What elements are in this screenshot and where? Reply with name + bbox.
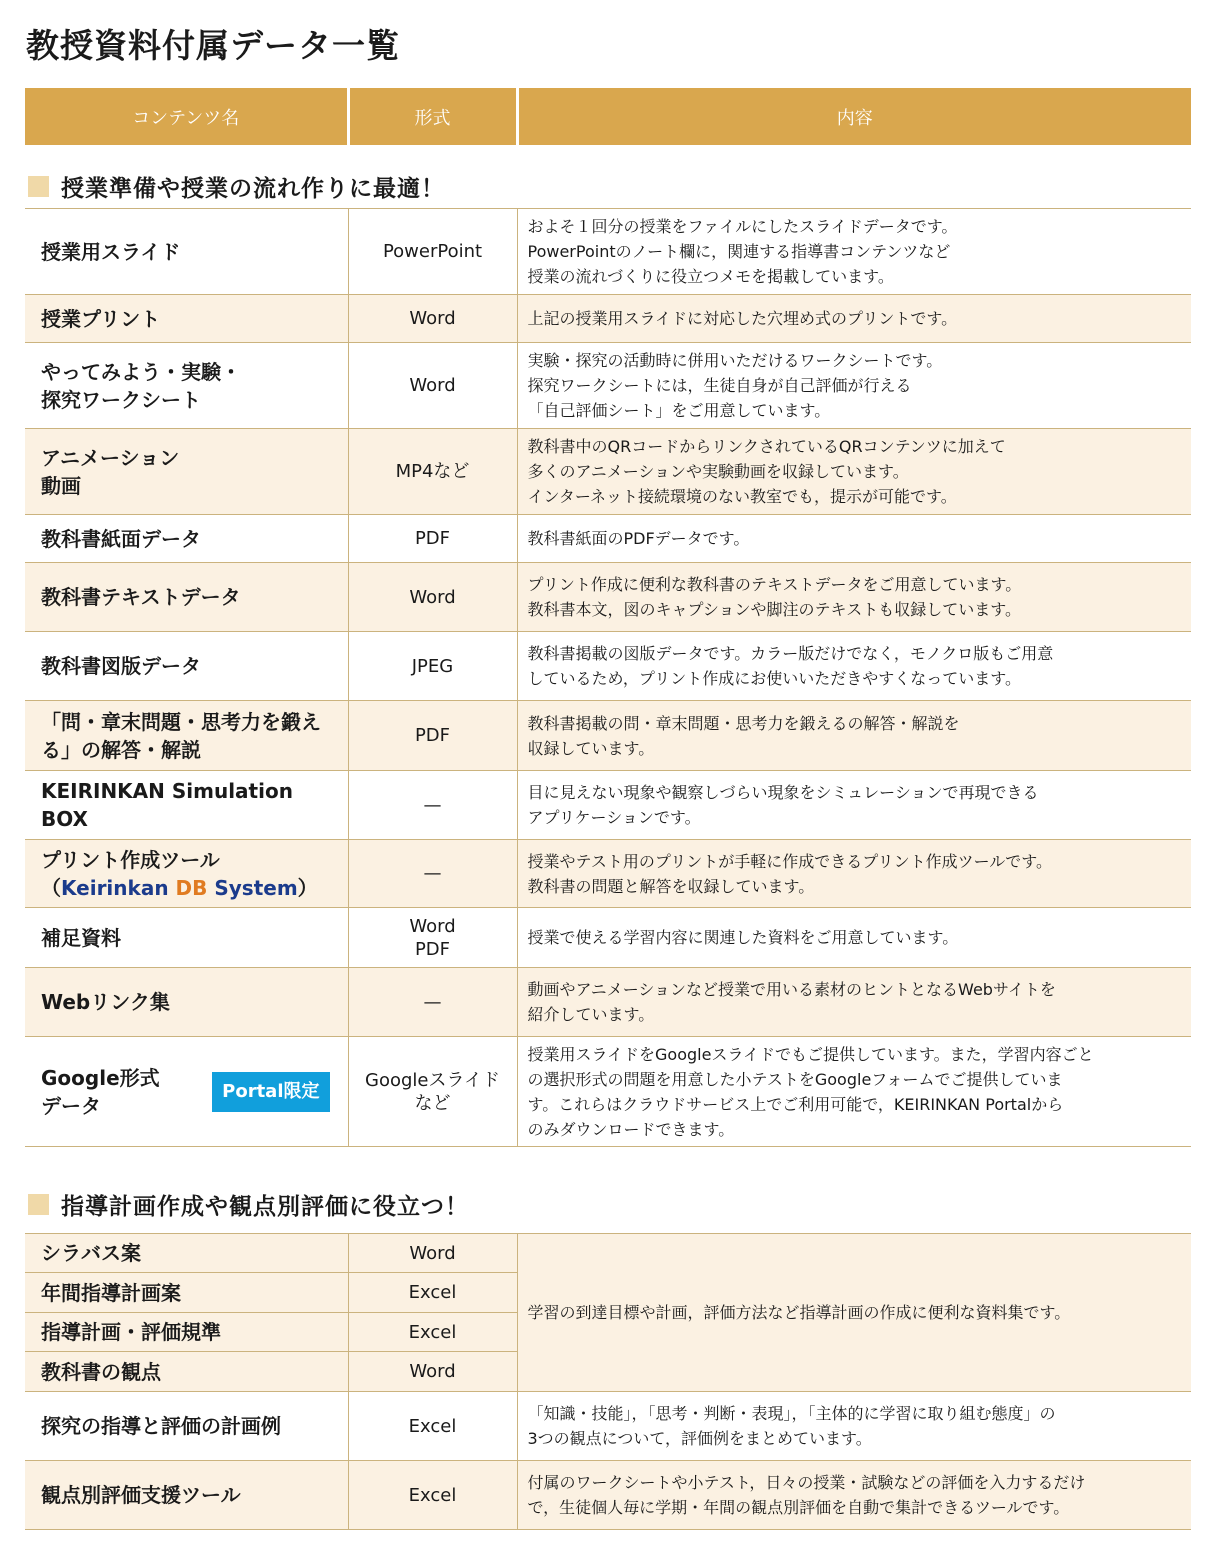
portal-only-badge: Portal限定	[212, 1072, 329, 1112]
row-desc: 授業用スライドをGoogleスライドでもご提供しています。また，学習内容ごと の選択形式の問題を用意した小テストをGoogleフォームでご提供していま す。これらはクラウドサービス上でご利用可能で，KEIRINKAN Portalから のみダウンロードできます。	[517, 1037, 1191, 1147]
row-format: PowerPoint	[348, 209, 517, 295]
row-format: —	[348, 771, 517, 840]
section2-heading	[28, 1188, 469, 1221]
row-name: 探究の指導と評価の計画例	[25, 1392, 348, 1461]
table-row	[25, 968, 1191, 1037]
row-format: Excel	[348, 1313, 517, 1352]
row-name: 指導計画・評価規準	[25, 1313, 348, 1352]
keirinkan-logo-text: Keirinkan	[61, 875, 169, 900]
row-name: 補足資料	[25, 908, 348, 968]
table-row	[25, 209, 1191, 295]
row-format: Excel	[348, 1273, 517, 1313]
row-format: —	[348, 968, 517, 1037]
row-desc: 目に見えない現象や観察しづらい現象をシミュレーションで再現できる アプリケーションです。	[517, 771, 1191, 840]
row-desc: 教科書掲載の図版データです。カラー版だけでなく，モノクロ版もご用意 しているため，プリント作成にお使いいただきやすくなっています。	[517, 632, 1191, 701]
page-title: 教授資料付属データ一覧	[26, 26, 400, 65]
section-square-icon	[28, 176, 49, 197]
system-logo-text: System	[214, 875, 298, 900]
row-desc: 教科書紙面のPDFデータです。	[517, 515, 1191, 563]
table-row	[25, 771, 1191, 840]
row-desc: 上記の授業用スライドに対応した穴埋め式のプリントです。	[517, 295, 1191, 343]
row-name: 教科書紙面データ	[25, 515, 348, 563]
header-row	[25, 88, 1191, 145]
row-format: MP4など	[348, 429, 517, 515]
row-name: 授業用スライド	[25, 209, 348, 295]
section1-heading	[28, 170, 445, 203]
row-desc: 授業で使える学習内容に関連した資料をご用意しています。	[517, 908, 1191, 968]
row-format: PDF	[348, 701, 517, 771]
row-name: 教科書テキストデータ	[25, 563, 348, 632]
section2-table	[25, 1233, 1191, 1530]
row-name: プリント作成ツール （Keirinkan DB System）	[25, 840, 348, 908]
row-format: —	[348, 840, 517, 908]
table-row	[25, 1037, 1191, 1147]
row-name: Google形式 データ Portal限定	[25, 1037, 348, 1147]
section-square-icon	[28, 1194, 49, 1215]
row-desc: およそ１回分の授業をファイルにしたスライドデータです。 PowerPointのノート欄に，関連する指導書コンテンツなど 授業の流れづくりに役立つメモを掲載しています。	[517, 209, 1191, 295]
row-format: Excel	[348, 1392, 517, 1461]
row-name: 年間指導計画案	[25, 1273, 348, 1313]
row-format: Word	[348, 1352, 517, 1392]
row-format: Excel	[348, 1461, 517, 1530]
row-format: Word	[348, 295, 517, 343]
row-format: Word	[348, 1234, 517, 1273]
shared-desc: 学習の到達目標や計画，評価方法など指導計画の作成に便利な資料集です。	[517, 1234, 1191, 1392]
table-row	[25, 429, 1191, 515]
db-logo-text: DB	[175, 875, 208, 900]
table-row	[25, 515, 1191, 563]
row-desc: プリント作成に便利な教科書のテキストデータをご用意しています。 教科書本文，図のキャプションや脚注のテキストも収録しています。	[517, 563, 1191, 632]
row-name: 授業プリント	[25, 295, 348, 343]
table-row	[25, 1392, 1191, 1461]
row-format: PDF	[348, 515, 517, 563]
row-desc: 教科書中のQRコードからリンクされているQRコンテンツに加えて 多くのアニメーションや実験動画を収録しています。 インターネット接続環境のない教室でも，提示が可能です。	[517, 429, 1191, 515]
row-format: Word	[348, 563, 517, 632]
section1-title: 授業準備や授業の流れ作りに最適！	[61, 176, 445, 202]
row-name: アニメーション 動画	[25, 429, 348, 515]
row-name: やってみよう・実験・ 探究ワークシート	[25, 343, 348, 429]
table-row	[25, 1461, 1191, 1530]
row-format: JPEG	[348, 632, 517, 701]
table-row	[25, 908, 1191, 968]
row-desc: 動画やアニメーションなど授業で用いる素材のヒントとなるWebサイトを 紹介しています。	[517, 968, 1191, 1037]
row-name: 「問・章末問題・思考力を鍛え る」の解答・解説	[25, 701, 348, 771]
table-row	[25, 632, 1191, 701]
row-format: Googleスライド など	[348, 1037, 517, 1147]
row-name: シラバス案	[25, 1234, 348, 1273]
row-name: KEIRINKAN Simulation BOX	[25, 771, 348, 840]
row-format: Word	[348, 343, 517, 429]
col-name-header: コンテンツ名	[25, 88, 348, 145]
row-desc: 授業やテスト用のプリントが手軽に作成できるプリント作成ツールです。 教科書の問題と解答を収録しています。	[517, 840, 1191, 908]
row-name: Webリンク集	[25, 968, 348, 1037]
row-desc: 付属のワークシートや小テスト，日々の授業・試験などの評価を入力するだけ で，生徒個人毎に学期・年間の観点別評価を自動で集計できるツールです。	[517, 1461, 1191, 1530]
row-desc: 教科書掲載の問・章末問題・思考力を鍛えるの解答・解説を 収録しています。	[517, 701, 1191, 771]
table-row	[25, 563, 1191, 632]
col-format-header: 形式	[348, 88, 517, 145]
table-row	[25, 295, 1191, 343]
table-row	[25, 343, 1191, 429]
col-content-header: 内容	[517, 88, 1191, 145]
row-name: 教科書の観点	[25, 1352, 348, 1392]
table-row	[25, 1234, 1191, 1273]
section1-table	[25, 208, 1191, 1147]
section2-title: 指導計画作成や観点別評価に役立つ！	[61, 1194, 469, 1220]
table-row	[25, 701, 1191, 771]
row-name: 教科書図版データ	[25, 632, 348, 701]
row-name: 観点別評価支援ツール	[25, 1461, 348, 1530]
table-row	[25, 840, 1191, 908]
row-desc: 「知識・技能」，「思考・判断・表現」，「主体的に学習に取り組む態度」の 3つの観点について，評価例をまとめています。	[517, 1392, 1191, 1461]
row-format: Word PDF	[348, 908, 517, 968]
row-desc: 実験・探究の活動時に併用いただけるワークシートです。 探究ワークシートには，生徒自身が自己評価が行える 「自己評価シート」をご用意しています。	[517, 343, 1191, 429]
